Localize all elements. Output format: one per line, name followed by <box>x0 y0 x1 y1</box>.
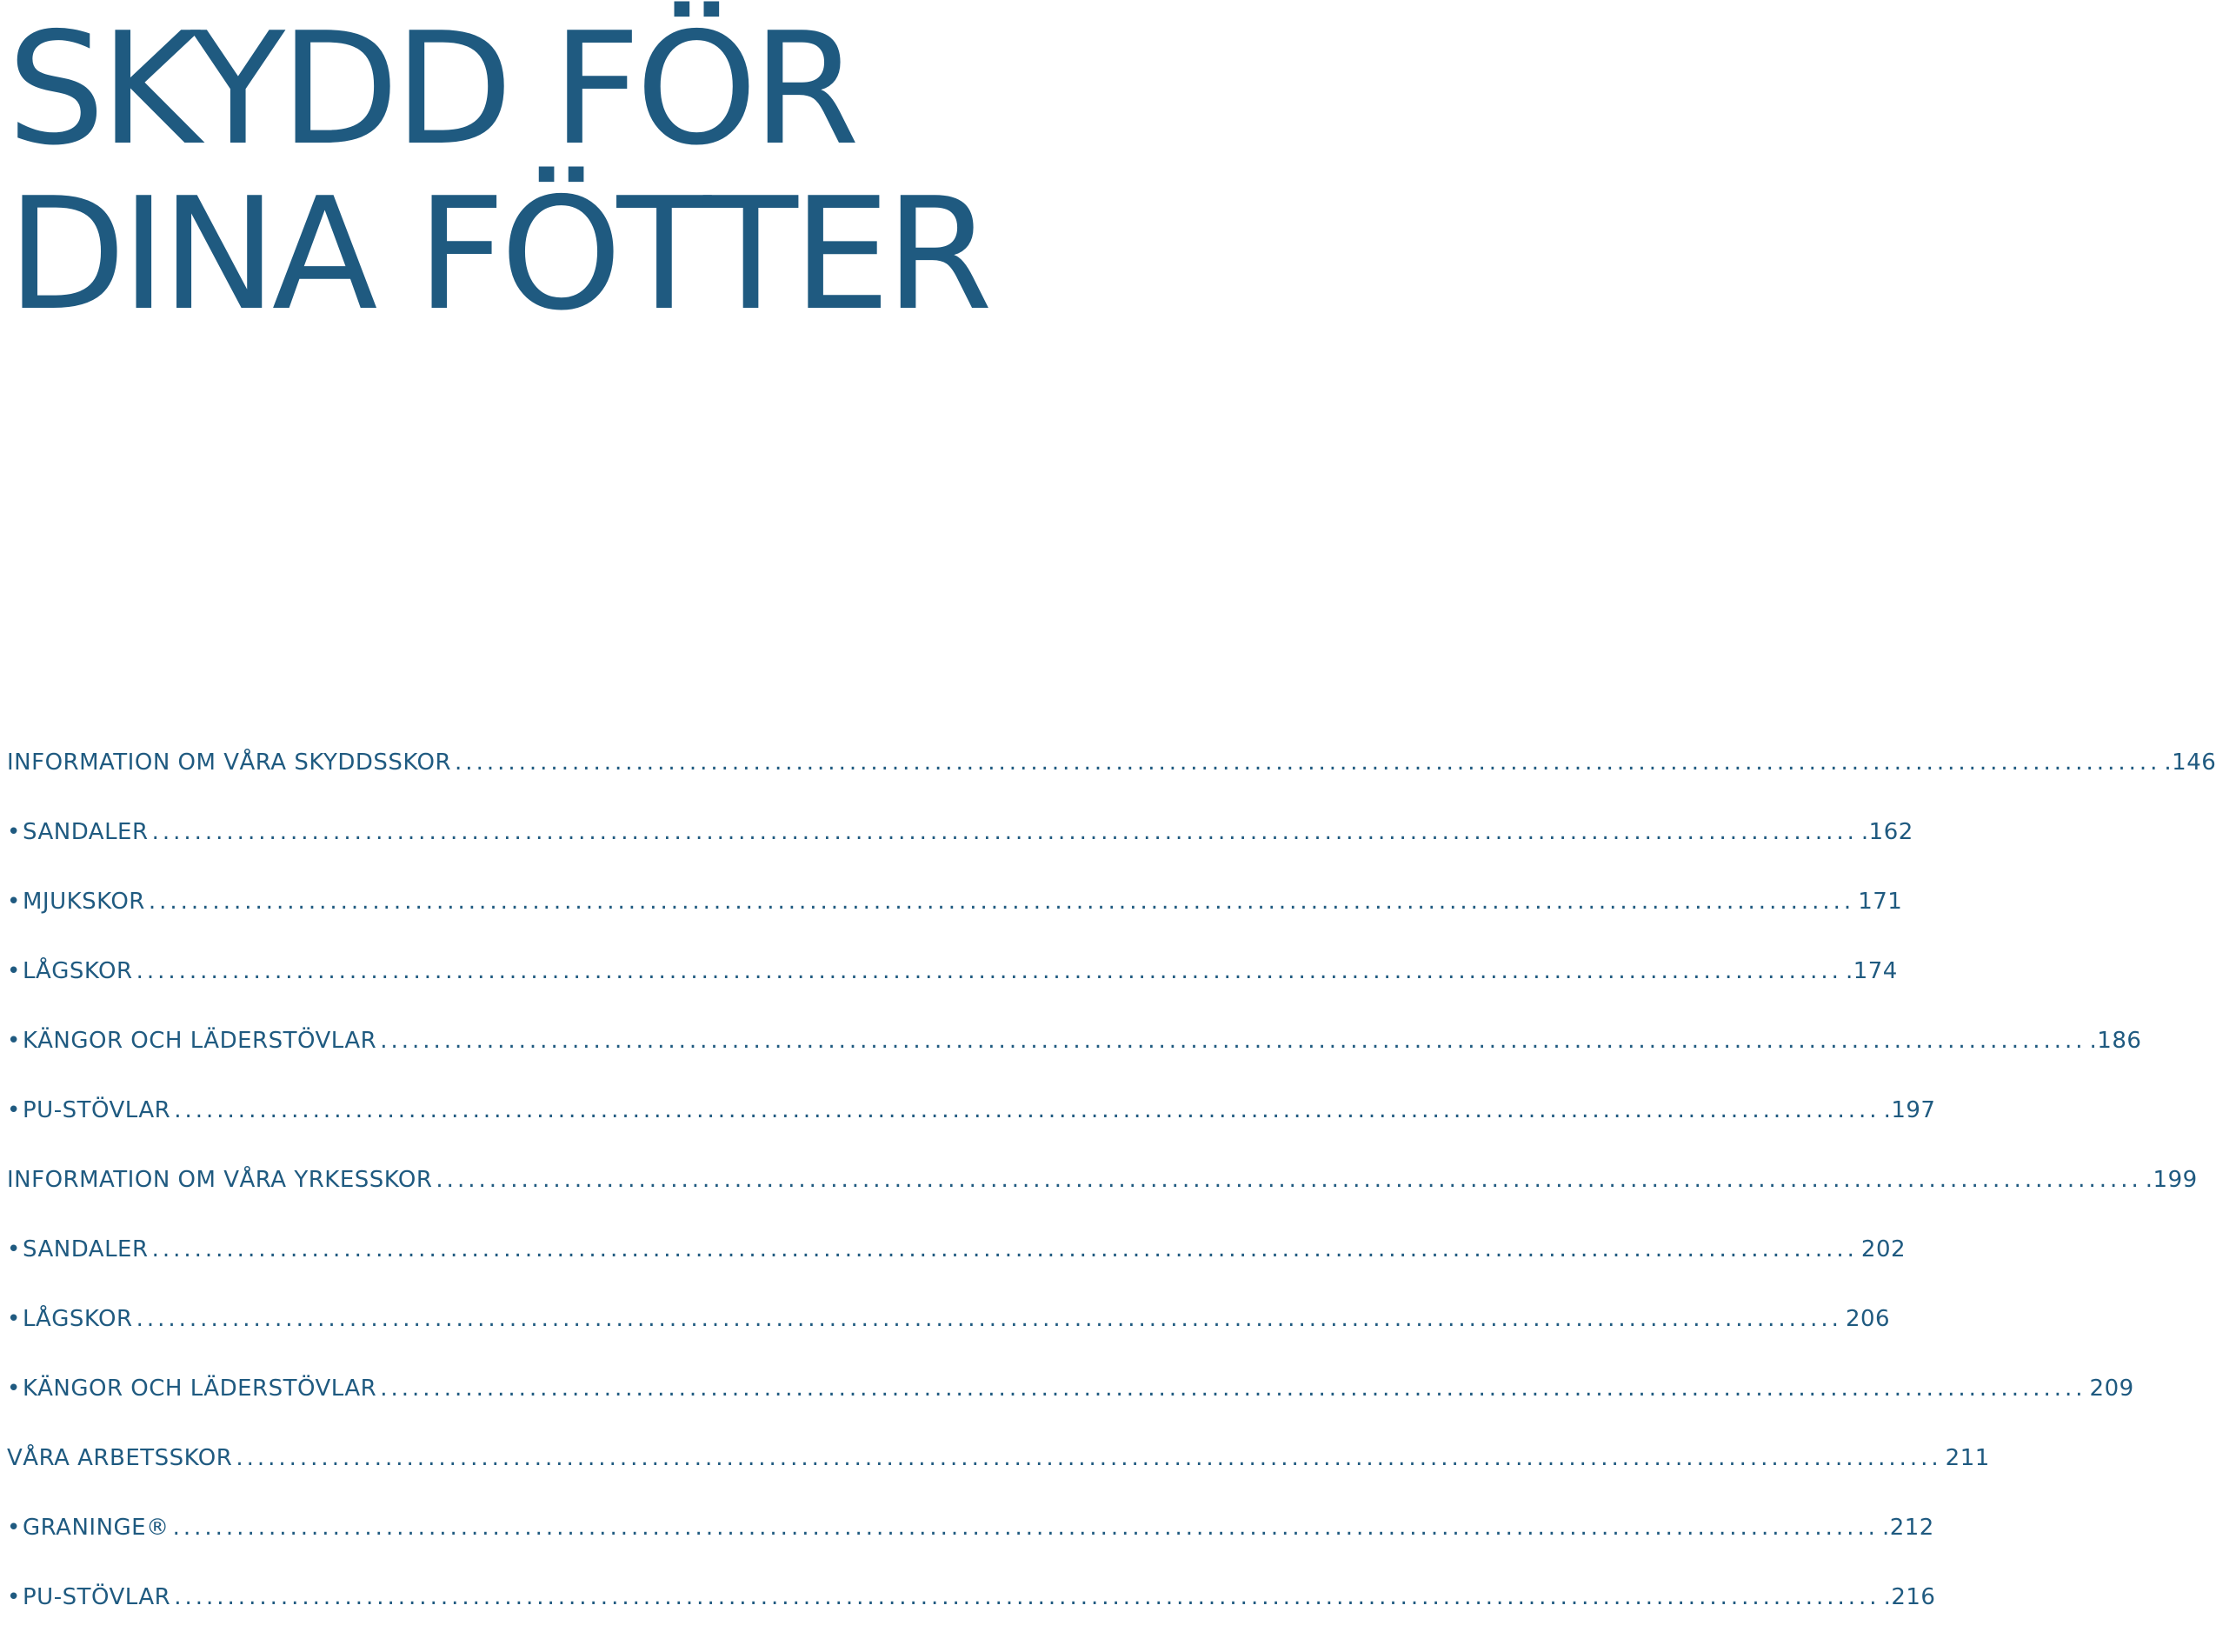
bullet-icon: • <box>7 1584 21 1610</box>
toc-item-label: LÅGSKOR <box>23 958 133 984</box>
toc-item-label: PU-STÖVLAR <box>23 1097 171 1123</box>
toc-item-kangor-yrke[interactable] <box>7 1374 2134 1443</box>
toc-item-page: 206 <box>1845 1306 1891 1332</box>
bullet-icon: • <box>7 958 21 984</box>
toc-item-label: GRANINGE® <box>23 1515 170 1541</box>
toc-dot-leader <box>174 1096 1880 1125</box>
toc-item-page: .199 <box>2145 1167 2198 1193</box>
toc-item-page: .212 <box>1881 1515 1934 1541</box>
toc-item-arbetsskor[interactable] <box>7 1443 1990 1513</box>
toc-dot-leader <box>380 1026 2086 1056</box>
toc-item-graninge[interactable] <box>7 1513 1934 1582</box>
toc-item-sandaler[interactable] <box>7 817 1913 887</box>
toc-dot-leader <box>455 748 2160 777</box>
bullet-icon: • <box>7 1028 21 1054</box>
toc-dot-leader <box>174 1582 1880 1612</box>
toc-dot-leader <box>173 1513 1879 1542</box>
toc-item-lagskor[interactable] <box>7 956 1898 1026</box>
toc-item-label: INFORMATION OM VÅRA SKYDDSSKOR <box>7 749 452 776</box>
toc-item-label: KÄNGOR OCH LÄDERSTÖVLAR <box>23 1028 377 1054</box>
toc-item-kangor-och-laderstovlar[interactable] <box>7 1026 2142 1096</box>
bullet-icon: • <box>7 1306 21 1332</box>
toc-item-label: LÅGSKOR <box>23 1306 133 1332</box>
toc-item-page: 211 <box>1945 1445 1990 1471</box>
toc-item-skyddsskor-info[interactable] <box>7 748 2216 817</box>
toc-item-label: MJUKSKOR <box>23 889 145 915</box>
page-title-line-1: SKYDD FÖR <box>7 0 855 179</box>
toc-item-sandaler-yrke[interactable] <box>7 1235 1907 1304</box>
toc-item-mjukskor[interactable] <box>7 887 1903 956</box>
toc-item-page: 171 <box>1858 889 1903 915</box>
toc-item-pu-stovlar[interactable] <box>7 1096 1936 1165</box>
bullet-icon: • <box>7 889 21 915</box>
toc-item-label: KÄNGOR OCH LÄDERSTÖVLAR <box>23 1376 377 1402</box>
toc-item-page: .174 <box>1845 958 1898 984</box>
toc-dot-leader <box>152 1235 1858 1264</box>
toc-item-label: SANDALER <box>23 819 149 845</box>
toc-item-page: .146 <box>2164 749 2216 776</box>
table-of-contents <box>7 748 2216 1652</box>
toc-item-pu-stovlar-arbete[interactable] <box>7 1582 1936 1652</box>
bullet-icon: • <box>7 1376 21 1402</box>
toc-dot-leader <box>136 1304 1842 1334</box>
page-title <box>7 0 988 344</box>
bullet-icon: • <box>7 1097 21 1123</box>
toc-dot-leader <box>149 887 1854 916</box>
toc-item-page: 209 <box>2089 1376 2134 1402</box>
toc-item-page: .186 <box>2089 1028 2142 1054</box>
toc-dot-leader <box>380 1374 2086 1403</box>
toc-item-label: VÅRA ARBETSSKOR <box>7 1445 233 1471</box>
toc-item-page: .216 <box>1883 1584 1936 1610</box>
toc-dot-leader <box>436 1165 2141 1195</box>
toc-item-label: INFORMATION OM VÅRA YRKESSKOR <box>7 1167 433 1193</box>
toc-dot-leader <box>152 817 1858 847</box>
toc-item-yrkesskor-info[interactable] <box>7 1165 2198 1235</box>
bullet-icon: • <box>7 819 21 845</box>
toc-item-page: .197 <box>1883 1097 1936 1123</box>
toc-item-label: SANDALER <box>23 1236 149 1262</box>
toc-item-page: 202 <box>1860 1236 1907 1262</box>
page-title-line-2: DINA FÖTTER <box>7 164 988 344</box>
toc-dot-leader <box>136 956 1842 986</box>
bullet-icon: • <box>7 1236 21 1262</box>
toc-item-page: .162 <box>1860 819 1913 845</box>
toc-item-label: PU-STÖVLAR <box>23 1584 171 1610</box>
toc-dot-leader <box>236 1443 1941 1473</box>
bullet-icon: • <box>7 1515 21 1541</box>
toc-item-lagskor-yrke[interactable] <box>7 1304 1891 1374</box>
